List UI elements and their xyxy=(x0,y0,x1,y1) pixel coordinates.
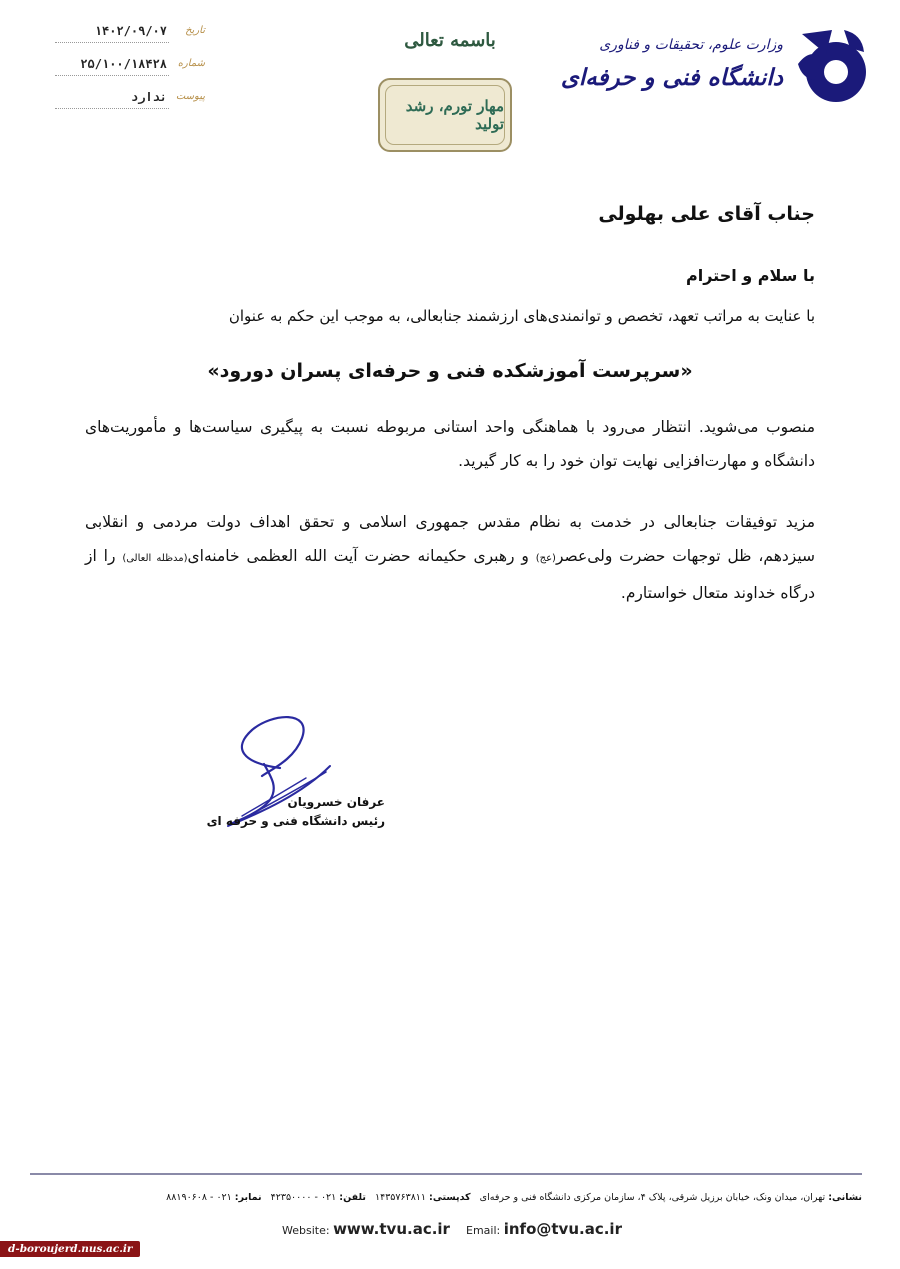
footer-address-line xyxy=(30,1192,862,1203)
fax-label: نمابر: xyxy=(234,1192,262,1203)
paragraph-wishes xyxy=(85,505,815,610)
motto-text: مهار تورم، رشد تولید xyxy=(385,85,505,145)
attachment-dotted-line xyxy=(55,108,169,109)
number-row xyxy=(55,58,205,78)
opening-line: با عنایت به مراتب تعهد، تخصص و توانمندی‌های ارزشمند جنابعالی، به موجب این حکم به عنوان xyxy=(228,307,815,325)
number-value: ۲۵/۱۰۰/۱۸۴۲۸ xyxy=(80,57,167,71)
greeting: با سلام و احترام xyxy=(686,266,815,285)
wishes-text-b: و رهبری حکیمانه حضرت آیت الله العظمی خامنه‌ای xyxy=(187,547,536,565)
wishes-honorific-mz: (مدظله العالی) xyxy=(122,553,188,564)
phone-number: ۰۲۱ - ۴۲۳۵۰۰۰۰ xyxy=(270,1192,337,1203)
website-link[interactable]: www.tvu.ac.ir xyxy=(333,1220,450,1238)
website-label: Website: xyxy=(282,1224,330,1237)
ministry-name: وزارت علوم، تحقیقات و فناوری xyxy=(599,37,783,53)
source-watermark-badge: d-boroujerd.nus.ac.ir xyxy=(0,1241,140,1257)
university-name: دانشگاه فنی و حرفه‌ای xyxy=(560,64,783,91)
university-logo-icon xyxy=(792,24,870,110)
email-label: Email: xyxy=(466,1224,501,1237)
number-dotted-line xyxy=(55,75,169,76)
attachment-value: ندارد xyxy=(130,90,167,104)
postal-label: کدپستی: xyxy=(429,1192,471,1203)
phone-label: تلفن: xyxy=(339,1192,366,1203)
footer-divider xyxy=(30,1173,862,1175)
attachment-row xyxy=(55,91,205,111)
signatory-title: رئیس دانشگاه فنی و حرفه ای xyxy=(206,814,385,828)
wishes-text-a: مزید توفیقات جنابعالی در خدمت به نظام مقدس جمهوری اسلامی و تحقق اهداف دولت مردمی و انقلابی سیزدهم، ظل توجهات حضرت ولی‌عصر xyxy=(85,513,815,565)
wishes-text-c: را از درگاه خداوند متعال خواستارم. xyxy=(85,547,815,602)
address-label: نشانی: xyxy=(828,1192,862,1203)
number-label: شماره xyxy=(177,58,205,69)
date-row xyxy=(55,25,205,45)
paragraph-duties: منصوب می‌شوید. انتظار می‌رود با هماهنگی واحد استانی مربوطه نسبت به پیگیری سیاست‌ها و مأموریت‌های دانشگاه و مهارت‌افزایی نهایت توان خود را به کار گیرید. xyxy=(85,418,815,470)
date-label: تاریخ xyxy=(185,25,205,36)
wishes-honorific-aj: (عج) xyxy=(535,553,556,564)
address-text: تهران، میدان ونک، خیابان برزیل شرقی، پلاک ۴، سازمان مرکزی دانشگاه فنی و حرفه‌ای xyxy=(479,1192,826,1203)
footer-email xyxy=(466,1220,622,1238)
motto-emblem xyxy=(378,78,512,152)
attachment-label: پیوست xyxy=(175,91,205,102)
postal-code: ۱۴۳۵۷۶۳۸۱۱ xyxy=(374,1192,427,1203)
footer-website xyxy=(282,1220,450,1238)
recipient: جناب آقای علی بهلولی xyxy=(598,203,815,225)
email-link[interactable]: info@tvu.ac.ir xyxy=(503,1220,622,1238)
date-dotted-line xyxy=(55,42,169,43)
emblem-heading: باسمه تعالی xyxy=(404,30,496,51)
fax-number: ۰۲۱ - ۸۸۱۹۰۶۰۸ xyxy=(166,1192,232,1203)
appointed-position: «سرپرست آموزشکده فنی و حرفه‌ای پسران دورود» xyxy=(207,360,693,382)
signatory-name: عرفان خسرویان xyxy=(287,795,385,809)
date-value: ۱۴۰۲/۰۹/۰۷ xyxy=(94,24,167,38)
